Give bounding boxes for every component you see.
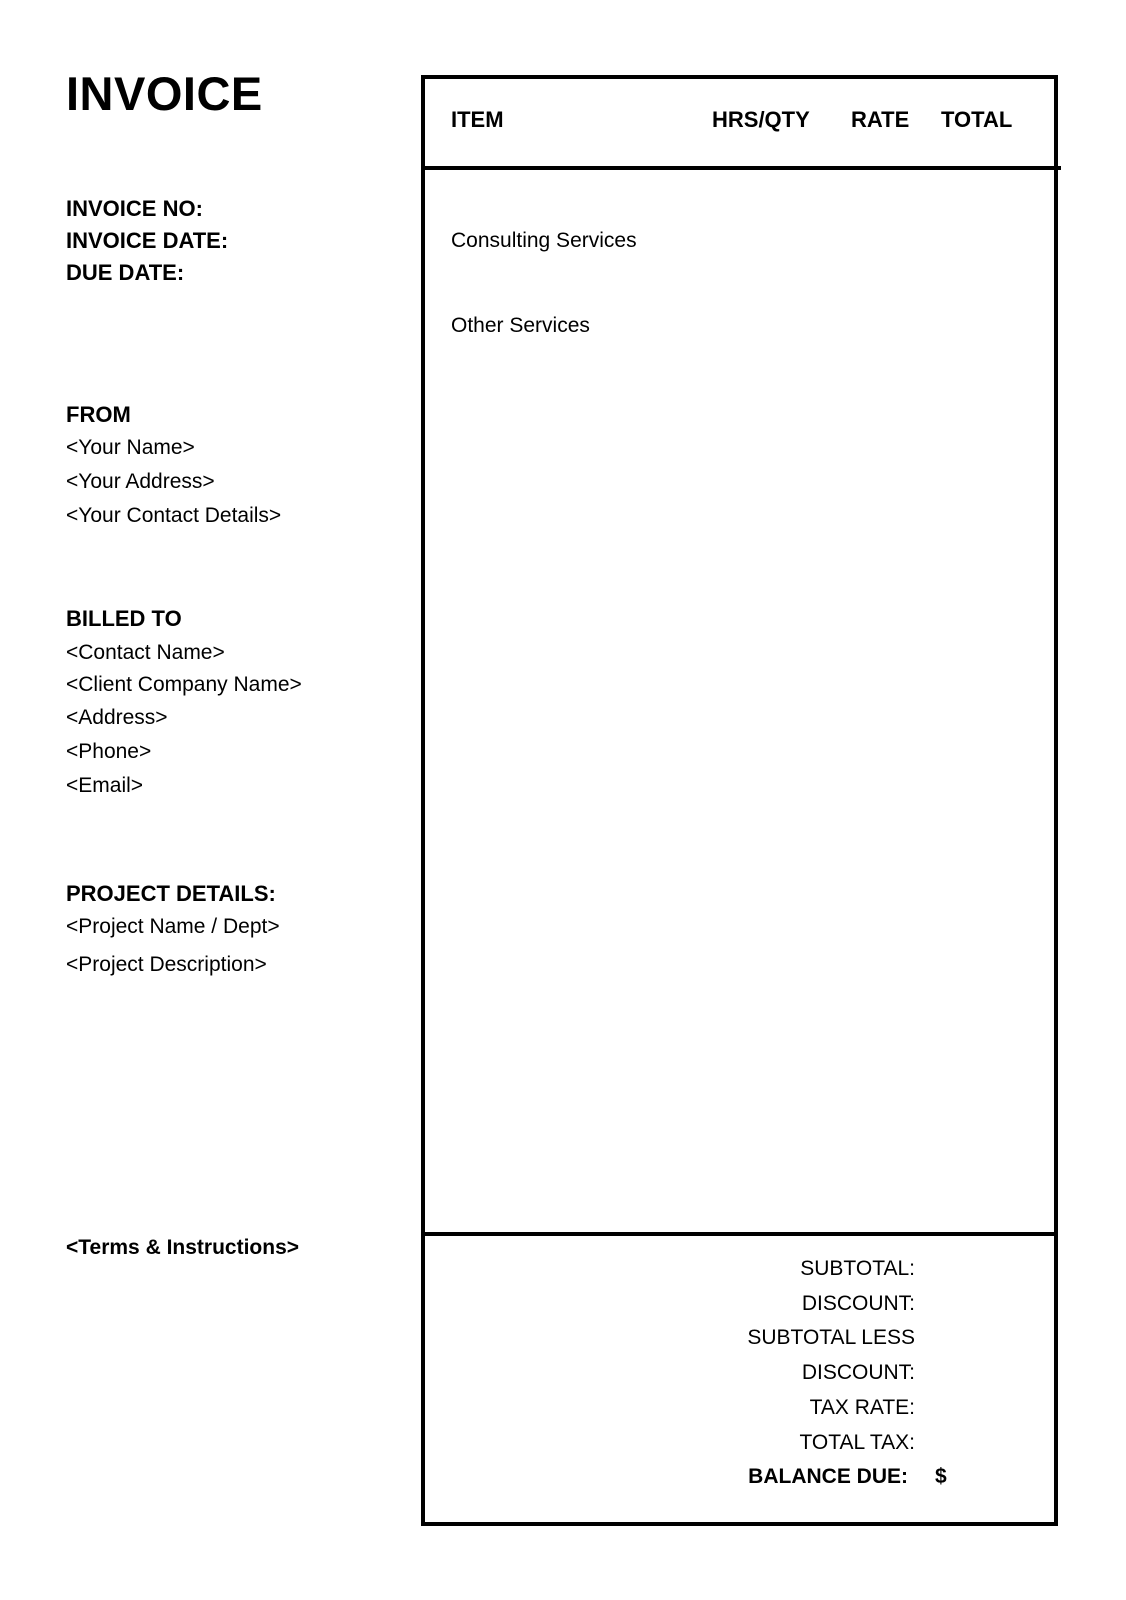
project-description: <Project Description> <box>66 953 267 976</box>
column-header-total: TOTAL <box>941 107 1013 132</box>
billed-to-heading: BILLED TO <box>66 606 182 631</box>
invoice-no-label: INVOICE NO: <box>66 196 203 221</box>
subtotal-less-discount-label: DISCOUNT: <box>801 1361 915 1384</box>
billed-email: <Email> <box>66 774 144 797</box>
invoice-title: INVOICE <box>66 67 263 120</box>
from-address: <Your Address> <box>66 470 215 493</box>
balance-due-label: BALANCE DUE: <box>748 1465 908 1488</box>
billed-contact-name: <Contact Name> <box>66 641 225 664</box>
project-name: <Project Name / Dept> <box>66 915 280 938</box>
subtotal-label: SUBTOTAL: <box>800 1257 915 1280</box>
table-header-divider <box>421 166 1061 170</box>
column-header-rate: RATE <box>851 107 910 132</box>
subtotal-less-label: SUBTOTAL LESS <box>747 1326 915 1349</box>
invoice-table <box>421 75 1058 1526</box>
tax-rate-label: TAX RATE: <box>809 1396 915 1419</box>
item-row-other: Other Services <box>451 314 590 337</box>
discount-label: DISCOUNT: <box>801 1292 915 1315</box>
from-contact-details: <Your Contact Details> <box>66 504 282 527</box>
project-details-heading: PROJECT DETAILS: <box>66 881 276 906</box>
table-footer-divider <box>421 1232 1058 1236</box>
terms-instructions: <Terms & Instructions> <box>66 1236 300 1259</box>
billed-phone: <Phone> <box>66 740 152 763</box>
total-tax-label: TOTAL TAX: <box>799 1431 915 1454</box>
from-heading: FROM <box>66 402 131 427</box>
invoice-date-label: INVOICE DATE: <box>66 228 229 253</box>
column-header-item: ITEM <box>451 107 504 132</box>
item-row-consulting: Consulting Services <box>451 229 637 252</box>
due-date-label: DUE DATE: <box>66 260 185 285</box>
column-header-hrs-qty: HRS/QTY <box>712 107 810 132</box>
billed-address: <Address> <box>66 706 168 729</box>
currency-symbol: $ <box>935 1465 947 1488</box>
from-name: <Your Name> <box>66 436 195 459</box>
billed-company-name: <Client Company Name> <box>66 673 302 696</box>
